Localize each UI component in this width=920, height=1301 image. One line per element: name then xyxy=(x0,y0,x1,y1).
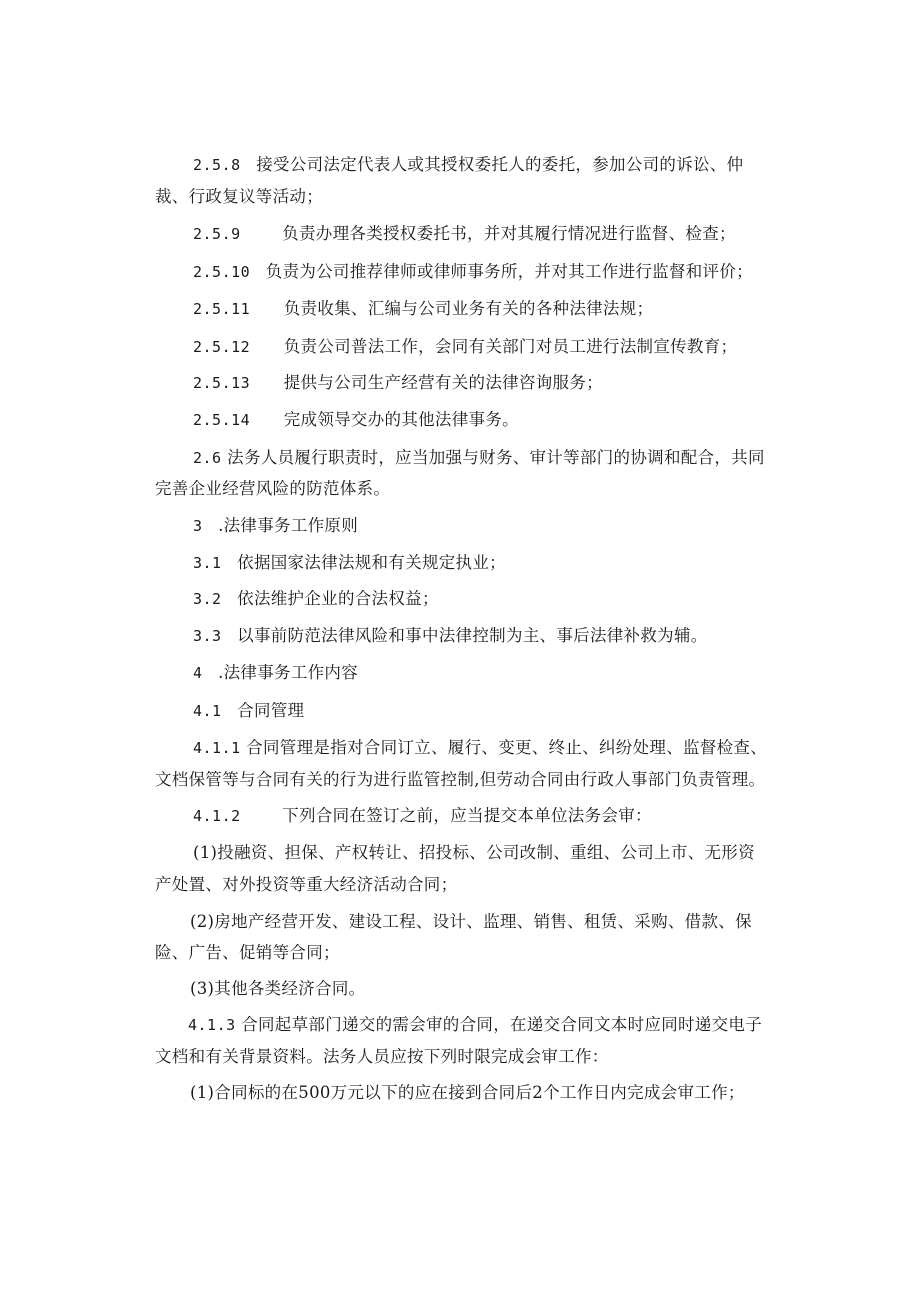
clause-number: 4.1.3 xyxy=(188,1016,236,1034)
section-title: .法律事务工作原则 xyxy=(218,516,359,535)
clause-4-1-3-line1 xyxy=(188,1015,762,1035)
clause-text: 负责办理各类授权委托书，并对其履行情况进行监督、检查； xyxy=(282,224,736,243)
list-text: 投融资、担保、产权转让、招投标、公司改制、重组、公司上市、无形资 xyxy=(217,843,755,862)
list-text: 其他各类经济合同。 xyxy=(214,979,366,998)
clause-2-5-11 xyxy=(193,299,653,319)
clause-2-5-9 xyxy=(193,224,736,244)
list-text-cont: 险、广告、促销等合同； xyxy=(155,943,340,962)
list-text-cont: 产处置、对外投资等重大经济活动合同； xyxy=(155,875,458,894)
clause-number: 2.5.12 xyxy=(193,338,251,356)
clause-number: 2.5.9 xyxy=(193,225,241,243)
clause-number: 2.5.14 xyxy=(193,411,251,429)
clause-2-5-10 xyxy=(193,262,753,282)
clause-number: 2.5.8 xyxy=(193,156,241,174)
clause-4-1-1-line2 xyxy=(155,770,765,790)
clause-text: 合同起草部门递交的需会审的合同，在递交合同文本时应同时递交电子 xyxy=(241,1015,763,1034)
clause-2-5-13 xyxy=(193,373,603,393)
list-number: (1) xyxy=(193,843,218,862)
clause-number: 2.5.11 xyxy=(193,300,251,318)
clause-text-cont: 完善企业经营风险的防范体系。 xyxy=(155,479,391,498)
clause-number: 3.1 xyxy=(193,554,222,572)
list-item-2-line1 xyxy=(190,912,752,932)
clause-4-1-3-line2 xyxy=(155,1047,609,1067)
clause-text: 下列合同在签订之前，应当提交本单位法务会审： xyxy=(282,806,652,825)
clause-2-5-14 xyxy=(193,410,519,430)
section-4-heading xyxy=(193,663,358,683)
section-3-heading xyxy=(193,516,358,536)
clause-2-6-line2 xyxy=(155,479,390,499)
list-item-2-line2 xyxy=(155,943,340,963)
clause-3-2 xyxy=(193,589,439,609)
clause-text-cont: 文档保管等与合同有关的行为进行监管控制,但劳动合同由行政人事部门负责管理。 xyxy=(155,770,766,789)
section-number: 4 xyxy=(193,664,203,682)
clause-number: 2.5.10 xyxy=(193,263,251,281)
list-item-3 xyxy=(190,979,365,999)
section-number: 3 xyxy=(193,517,203,535)
clause-2-5-8-line1 xyxy=(193,155,743,175)
clause-4-1-1-line1 xyxy=(193,738,767,758)
clause-text: 以事前防范法律风险和事中法律控制为主、事后法律补救为辅。 xyxy=(237,626,708,645)
clause-text: 合同管理是指对合同订立、履行、变更、终止、纠纷处理、监督检查、 xyxy=(246,738,768,757)
clause-number: 4.1.2 xyxy=(193,807,241,825)
clause-text: 负责收集、汇编与公司业务有关的各种法律法规； xyxy=(283,299,654,318)
list-number: (3) xyxy=(190,979,215,998)
clause-text: 法务人员履行职责时，应当加强与财务、审计等部门的协调和配合，共同 xyxy=(227,448,765,467)
clause-text-cont: 裁、行政复议等活动； xyxy=(155,187,323,206)
list-text: 合同标的在500万元以下的应在接到合同后2个工作日内完成会审工作； xyxy=(214,1083,745,1102)
clause-text: 依据国家法律法规和有关规定执业； xyxy=(237,553,506,572)
clause-number: 4.1.1 xyxy=(193,739,241,757)
clause-text-cont: 文档和有关背景资料。法务人员应按下列时限完成会审工作： xyxy=(155,1047,609,1066)
clause-number: 3.3 xyxy=(193,627,222,645)
clause-text: 接受公司法定代表人或其授权委托人的委托，参加公司的诉讼、仲 xyxy=(256,155,744,174)
clause-number: 3.2 xyxy=(193,590,222,608)
list-number: (2) xyxy=(190,912,215,931)
clause-text: 完成领导交办的其他法律事务。 xyxy=(283,410,519,429)
clause-text: 合同管理 xyxy=(237,701,305,720)
clause-text: 依法维护企业的合法权益； xyxy=(237,589,439,608)
list-text: 房地产经营开发、建设工程、设计、监理、销售、租赁、采购、借款、保 xyxy=(214,912,752,931)
list-number: (1) xyxy=(190,1083,215,1102)
clause-4-1 xyxy=(193,701,304,721)
clause-2-5-12 xyxy=(193,337,737,357)
clause-text: 提供与公司生产经营有关的法律咨询服务； xyxy=(283,373,603,392)
clause-number: 4.1 xyxy=(193,702,222,720)
clause-number: 2.5.13 xyxy=(193,374,251,392)
section-title: .法律事务工作内容 xyxy=(218,663,359,682)
clause-4-1-2 xyxy=(193,806,652,826)
list-item-1-line1 xyxy=(193,843,755,863)
clause-text: 负责公司普法工作，会同有关部门对员工进行法制宣传教育； xyxy=(283,337,738,356)
clause-2-5-8-line2 xyxy=(155,187,323,207)
clause-2-6-line1 xyxy=(193,448,765,468)
list-item-1-line2 xyxy=(155,875,457,895)
clause-3-1 xyxy=(193,553,506,573)
clause-text: 负责为公司推荐律师或律师事务所，并对其工作进行监督和评价； xyxy=(265,262,753,281)
clause-3-3 xyxy=(193,626,708,646)
clause-number: 2.6 xyxy=(193,449,222,467)
list-item-time-limit-1 xyxy=(190,1083,745,1103)
